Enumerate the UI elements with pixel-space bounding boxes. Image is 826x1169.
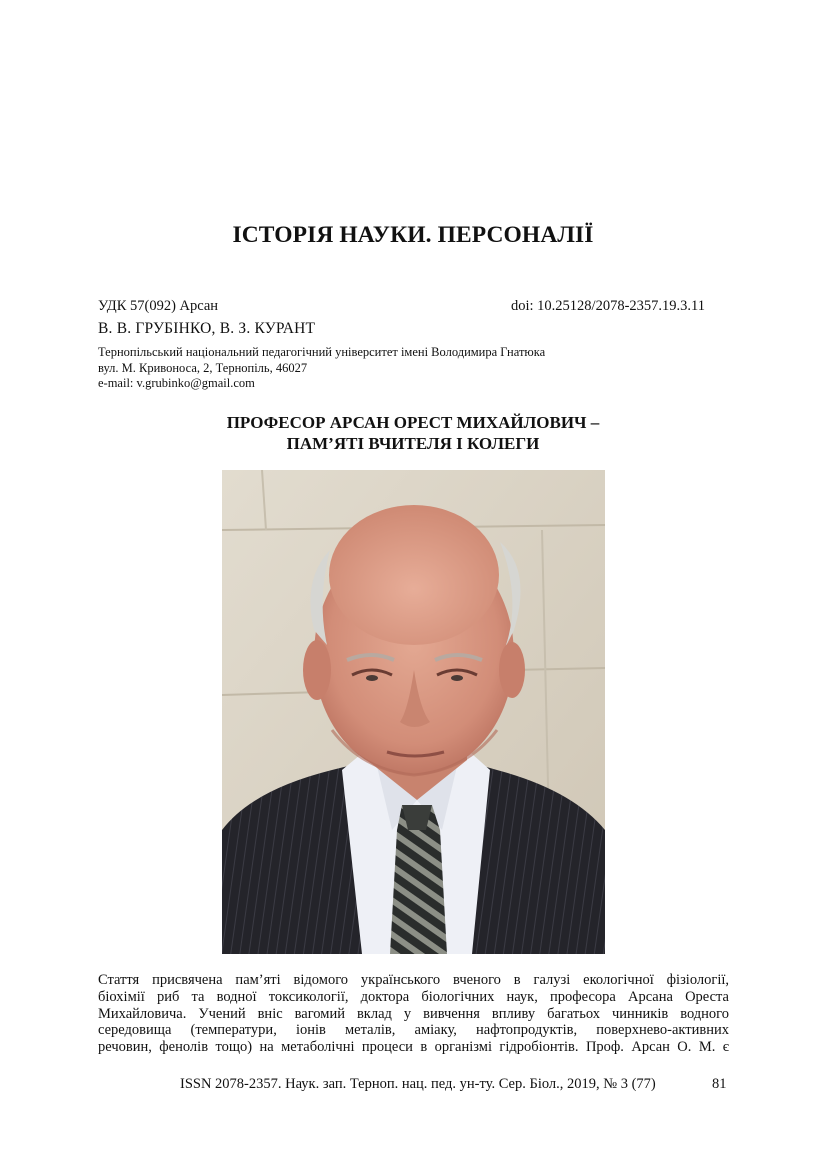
abstract-line: біохімії риб та водної токсикології, доктора біологічних наук, професора Арсана Ореста — [98, 988, 729, 1005]
authors: В. В. ГРУБІНКО, В. З. КУРАНТ — [98, 320, 316, 337]
affiliation — [98, 345, 545, 392]
abstract-line: речовин, фенолів тощо) на метаболічні процеси в організмі гідробіонтів. Проф. Арсан О. М. є — [98, 1039, 729, 1056]
affiliation-address: вул. М. Кривоноса, 2, Тернопіль, 46027 — [98, 360, 308, 375]
portrait-photo — [222, 470, 605, 954]
abstract — [98, 972, 729, 1056]
abstract-line: Михайловича. Учений вніс вагомий вклад у вивчення впливу багатьох чинників водного — [98, 1005, 729, 1022]
abstract-line: середовища (температури, іонів металів, аміаку, нафтопродуктів, поверхнево-активних — [98, 1022, 729, 1039]
journal-footer: ISSN 2078-2357. Наук. зап. Терноп. нац. пед. ун-ту. Сер. Біол., 2019, № 3 (77) — [180, 1076, 656, 1092]
affiliation-institution: Тернопільський національний педагогічний університет імені Володимира Гнатюка — [98, 345, 546, 359]
affiliation-email: e-mail: v.grubinko@gmail.com — [98, 376, 255, 390]
article-title-line-2: ПАМ’ЯТІ ВЧИТЕЛЯ І КОЛЕГИ — [286, 434, 540, 453]
article-title — [0, 412, 826, 454]
udk-code: УДК 57(092) Арсан — [98, 298, 219, 314]
abstract-line: Стаття присвячена пам’яті відомого українського вченого в галузі екологічної фізіології, — [98, 972, 729, 988]
doi: doi: 10.25128/2078-2357.19.3.11 — [510, 298, 705, 314]
article-title-line-1: ПРОФЕСОР АРСАН ОРЕСТ МИХАЙЛОВИЧ – — [226, 413, 600, 432]
page-number: 81 — [712, 1076, 727, 1092]
section-title: ІСТОРІЯ НАУКИ. ПЕРСОНАЛІЇ — [232, 222, 594, 248]
